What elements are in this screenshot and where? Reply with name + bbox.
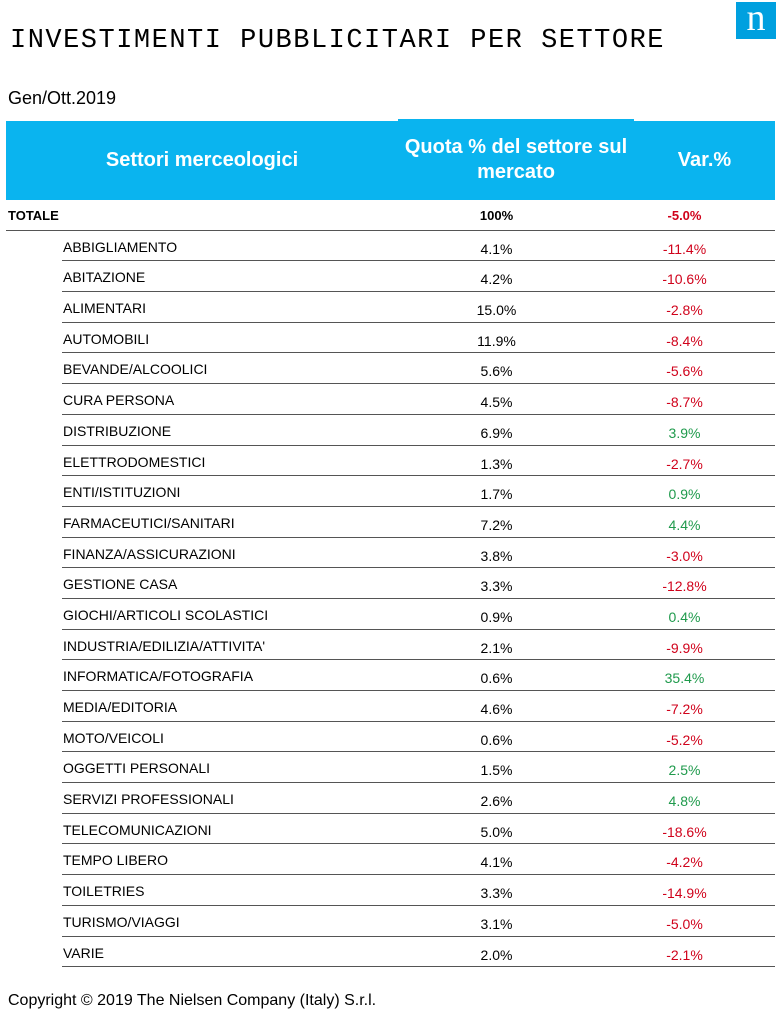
- sector-change: -11.4%: [662, 240, 707, 257]
- table-row: [0, 476, 781, 507]
- sector-change: -7.2%: [666, 701, 703, 717]
- table-row: [0, 507, 781, 538]
- sector-name: OGGETTI PERSONALI: [63, 760, 211, 777]
- sector-name: TEMPO LIBERO: [63, 852, 169, 869]
- table-row: [0, 384, 781, 415]
- sector-share: 4.1%: [480, 240, 513, 257]
- sector-share: 4.1%: [480, 854, 513, 871]
- copyright-text: Copyright © 2019 The Nielsen Company (Italy) S.r.l.: [8, 992, 377, 1009]
- sector-share: 6.9%: [480, 424, 513, 441]
- sector-name: MEDIA/EDITORIA: [63, 699, 178, 715]
- sector-share: 4.6%: [480, 701, 513, 717]
- row-divider: [62, 966, 634, 967]
- table-row: [0, 875, 781, 906]
- sector-share: 1.5%: [480, 762, 513, 779]
- table-row: [0, 292, 781, 323]
- sector-name: VARIE: [63, 944, 104, 961]
- sector-name: ELETTRODOMESTICI: [63, 453, 206, 470]
- sector-share: 4.2%: [480, 271, 513, 288]
- table-row: [0, 722, 781, 753]
- sector-share: 7.2%: [480, 516, 513, 533]
- table-row-total: [0, 200, 781, 231]
- sector-name: SERVIZI PROFESSIONALI: [63, 791, 234, 808]
- table-row: [0, 660, 781, 691]
- sector-change: -4.2%: [666, 854, 703, 871]
- sector-change: 4.4%: [668, 516, 701, 533]
- sector-table: [0, 200, 781, 967]
- page-title: INVESTIMENTI PUBBLICITARI PER SETTORE: [10, 26, 665, 56]
- sector-change: -5.2%: [666, 731, 703, 748]
- sector-change: -18.6%: [662, 823, 707, 840]
- sector-share: 3.3%: [480, 885, 513, 902]
- sector-share: 0.6%: [480, 731, 513, 748]
- period-label: Gen/Ott.2019: [8, 88, 117, 108]
- sector-name: FARMACEUTICI/SANITARI: [63, 514, 235, 531]
- sector-name: ABITAZIONE: [63, 269, 146, 286]
- sector-share: 11.9%: [477, 332, 516, 349]
- table-row: [0, 538, 781, 569]
- sector-change: -8.7%: [666, 394, 703, 411]
- sector-change: -14.9%: [662, 885, 707, 902]
- sector-share: 2.0%: [480, 946, 513, 963]
- table-row: [0, 231, 781, 262]
- sector-name: BEVANDE/ALCOOLICI: [63, 361, 208, 378]
- sector-share: 2.6%: [480, 793, 513, 810]
- total-share: 100%: [479, 208, 514, 223]
- sector-change: 35.4%: [664, 670, 705, 687]
- sector-rows: [0, 231, 781, 968]
- sector-change: -2.7%: [666, 455, 703, 472]
- table-row: [0, 844, 781, 875]
- table-row: [0, 446, 781, 477]
- sector-name: INDUSTRIA/EDILIZIA/ATTIVITA': [63, 637, 266, 654]
- sector-name: ENTI/ISTITUZIONI: [63, 484, 181, 501]
- sector-name: GIOCHI/ARTICOLI SCOLASTICI: [63, 606, 269, 623]
- sector-change: -3.0%: [666, 547, 703, 564]
- sector-change: 2.5%: [668, 762, 701, 779]
- sector-name: GESTIONE CASA: [63, 576, 178, 593]
- sector-share: 3.1%: [480, 915, 513, 932]
- sector-name: INFORMATICA/FOTOGRAFIA: [63, 668, 254, 685]
- sector-share: 1.7%: [480, 486, 513, 503]
- sector-name: ALIMENTARI: [63, 300, 146, 317]
- sector-change: -10.6%: [662, 271, 707, 288]
- table-row: [0, 415, 781, 446]
- total-name: TOTALE: [8, 208, 59, 223]
- nielsen-logo-icon: n: [736, 2, 776, 39]
- table-row: [0, 783, 781, 814]
- table-row: [0, 937, 781, 968]
- sector-share: 3.8%: [480, 547, 513, 564]
- total-change: -5.0%: [667, 208, 702, 223]
- table-row: [0, 691, 781, 722]
- sector-change: -5.6%: [666, 363, 703, 380]
- table-row: [0, 630, 781, 661]
- sector-name: CURA PERSONA: [63, 392, 175, 409]
- sector-name: TOILETRIES: [63, 883, 145, 900]
- sector-name: FINANZA/ASSICURAZIONI: [63, 545, 236, 562]
- sector-share: 1.3%: [480, 455, 513, 472]
- table-row: [0, 323, 781, 354]
- sector-name: MOTO/VEICOLI: [63, 729, 164, 746]
- sector-change: -2.1%: [666, 946, 703, 963]
- sector-change: -8.4%: [666, 332, 703, 349]
- table-row: [0, 906, 781, 937]
- table-row: [0, 353, 781, 384]
- sector-change: 0.4%: [668, 608, 701, 625]
- row-divider: [634, 966, 775, 967]
- header-change: Var.%: [634, 121, 775, 200]
- table-row: [0, 261, 781, 292]
- sector-name: ABBIGLIAMENTO: [63, 238, 178, 255]
- table-row: [0, 599, 781, 630]
- sector-change: -12.8%: [662, 578, 707, 595]
- sector-change: -9.9%: [666, 639, 703, 656]
- header-sector: Settori merceologici: [6, 121, 398, 200]
- sector-name: TURISMO/VIAGGI: [63, 913, 180, 930]
- sector-name: TELECOMUNICAZIONI: [63, 821, 212, 838]
- sector-share: 0.9%: [480, 608, 513, 625]
- header-share: Quota % del settore sul mercato: [398, 119, 634, 200]
- sector-change: -5.0%: [666, 915, 703, 932]
- sector-share: 3.3%: [480, 578, 513, 595]
- sector-share: 2.1%: [480, 639, 513, 656]
- sector-share: 5.0%: [480, 823, 513, 840]
- table-row: [0, 752, 781, 783]
- sector-name: DISTRIBUZIONE: [63, 422, 172, 439]
- sector-share: 0.6%: [480, 670, 513, 687]
- sector-share: 4.5%: [480, 394, 513, 411]
- table-row: [0, 568, 781, 599]
- sector-share: 15.0%: [476, 302, 517, 319]
- sector-change: 0.9%: [668, 486, 701, 503]
- sector-name: AUTOMOBILI: [63, 330, 150, 347]
- sector-change: 4.8%: [668, 793, 701, 810]
- sector-change: -2.8%: [666, 302, 703, 319]
- sector-share: 5.6%: [480, 363, 513, 380]
- table-row: [0, 814, 781, 845]
- sector-change: 3.9%: [668, 424, 701, 441]
